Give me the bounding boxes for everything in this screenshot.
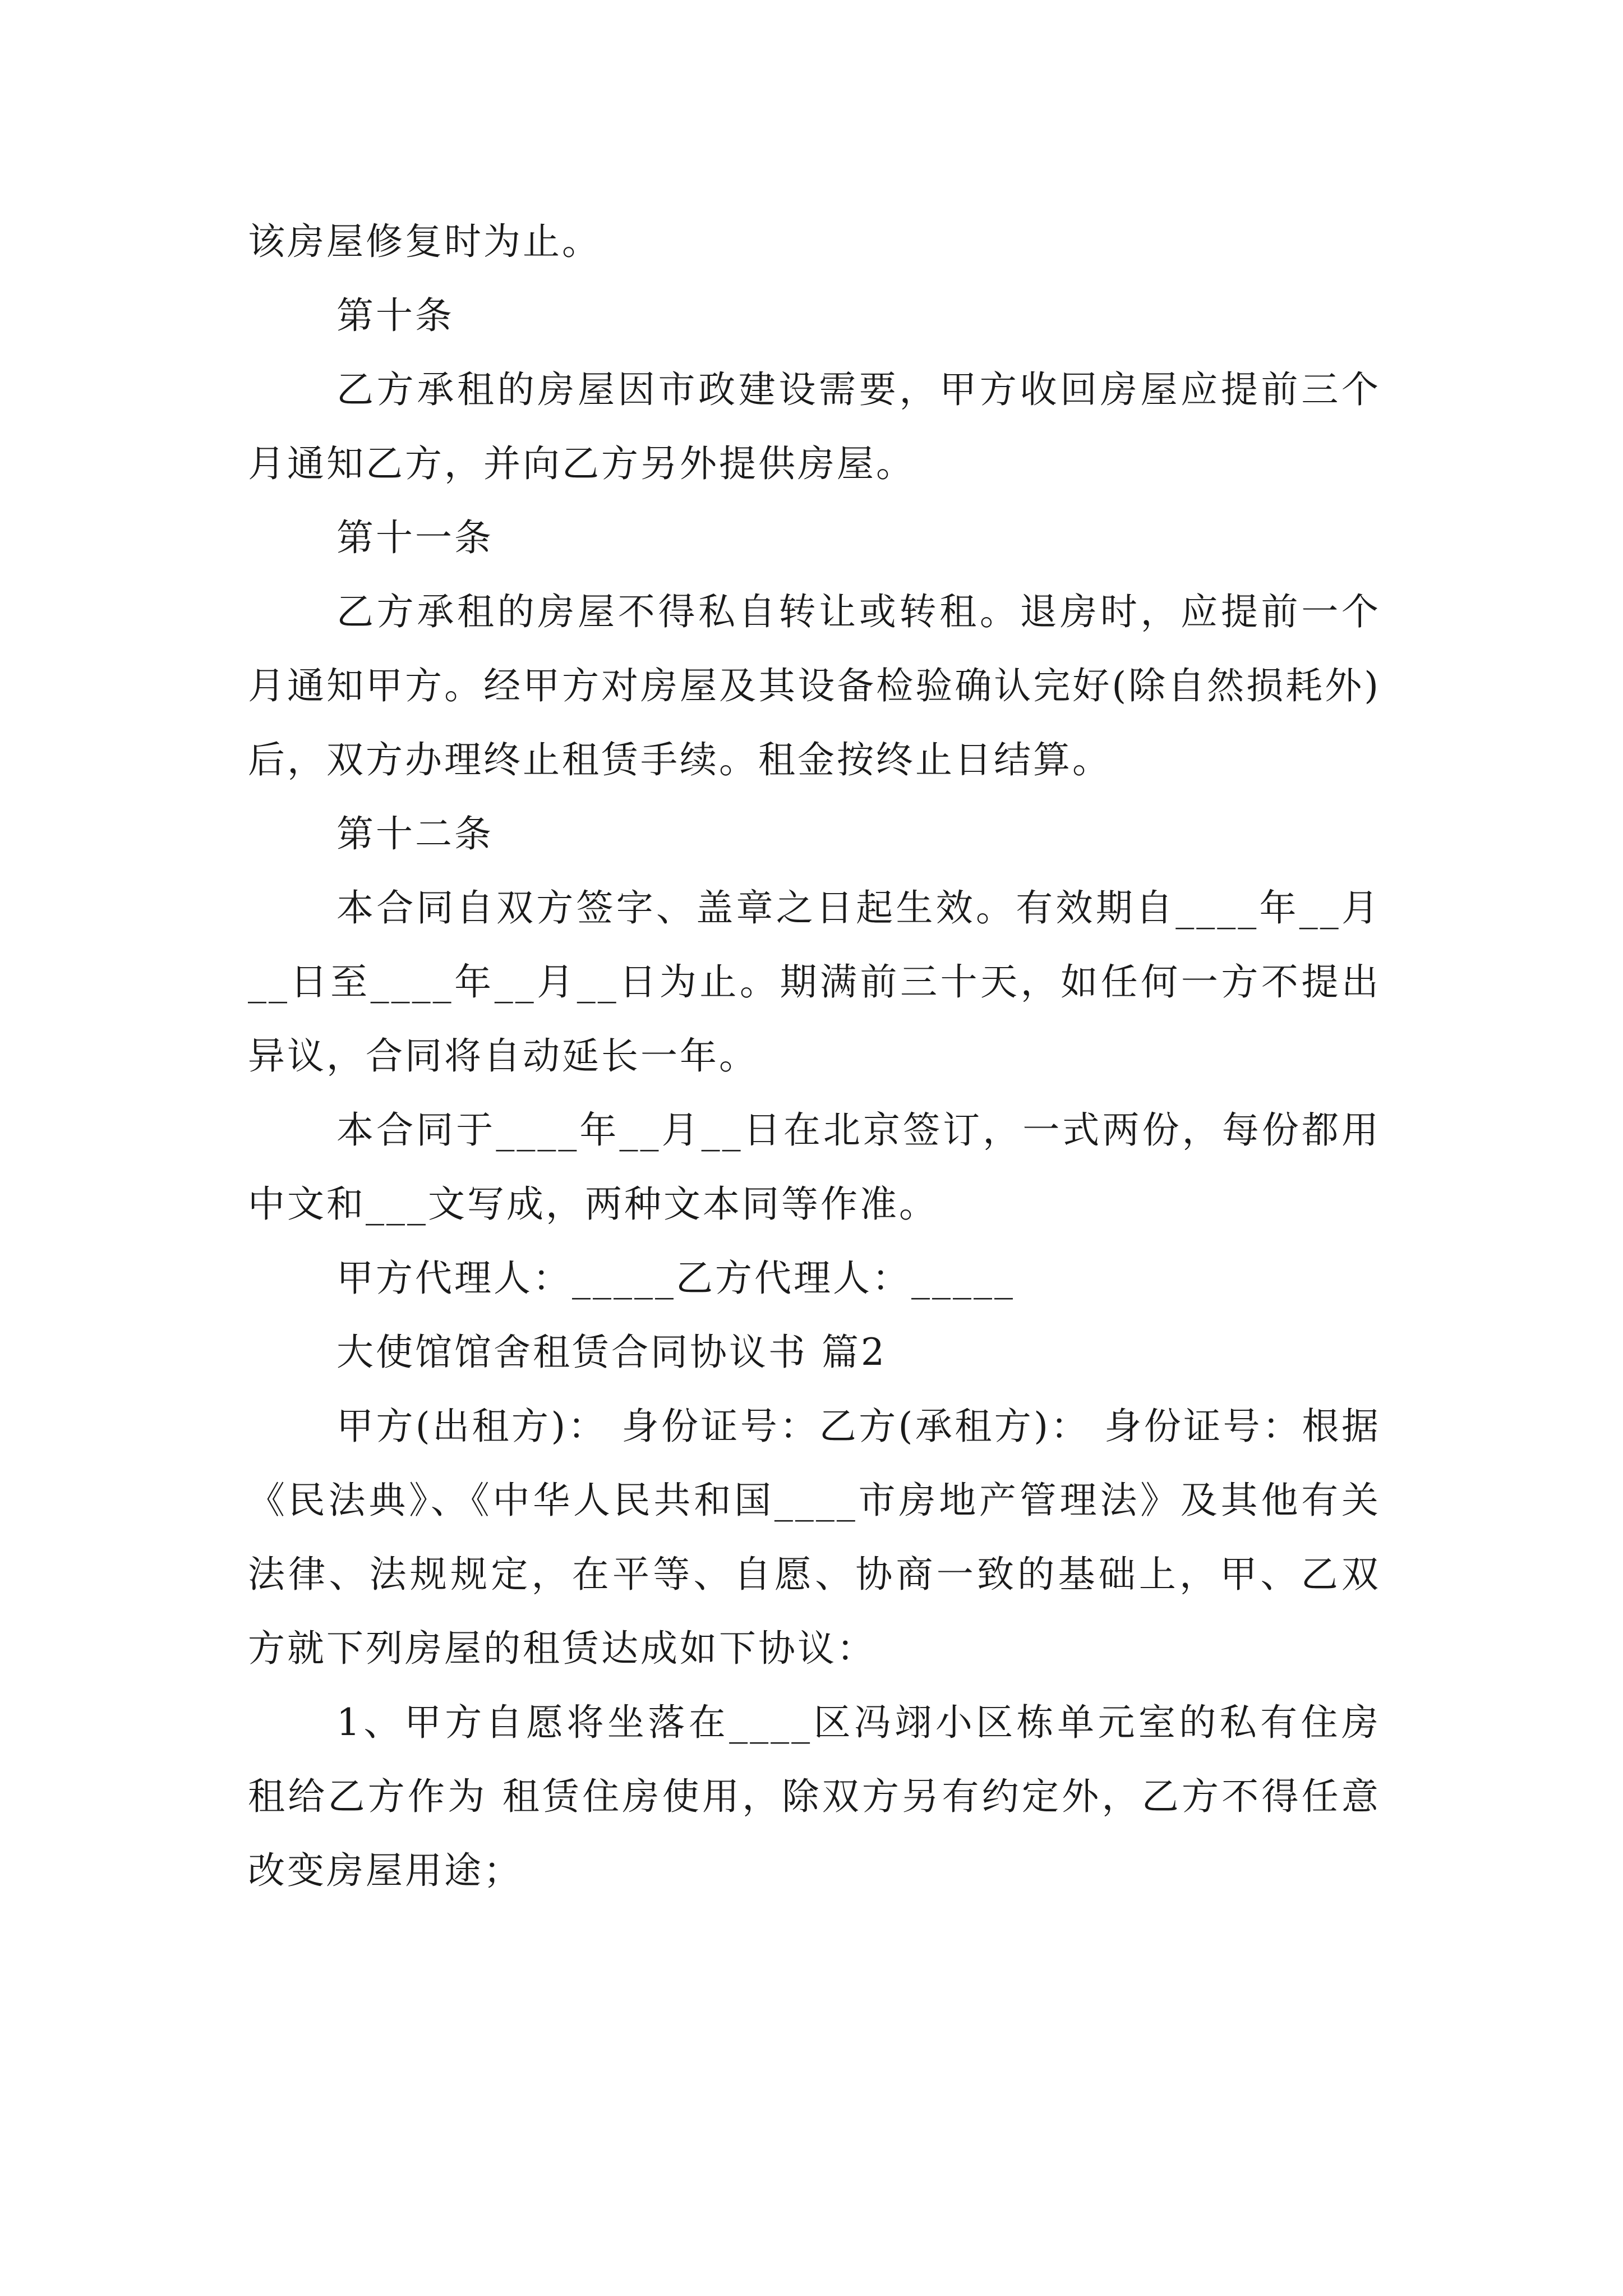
clause-1: 1、甲方自愿将坐落在____区冯翊小区栋单元室的私有住房租给乙方作为 租赁住房使用，除双方另有约定外，乙方不得任意改变房屋用途； [248, 1701, 1381, 1892]
document-body [248, 205, 1381, 1908]
agents-line: 甲方代理人：_____乙方代理人：_____ [336, 1257, 1015, 1300]
article-12-heading: 第十二条 [336, 812, 494, 855]
parties-intro: 甲方(出租方)： 身份证号：乙方(承租方)： 身份证号：根据《民法典》、《中华人民共和国____市房地产管理法》及其他有关法律、法规规定，在平等、自愿、协商一致的基础上，甲、乙双方就下列房屋的租赁达成如下协议： [248, 1405, 1381, 1670]
section-title: 大使馆馆舍租赁合同协议书 篇2 [336, 1331, 887, 1374]
article-11-text: 乙方承租的房屋不得私自转让或转租。退房时，应提前一个月通知甲方。经甲方对房屋及其设备检验确认完好(除自然损耗外)后，双方办理终止租赁手续。租金按终止日结算。 [248, 590, 1381, 781]
article-10-heading: 第十条 [336, 294, 454, 337]
signing-clause: 本合同于____年__月__日在北京签订，一式两份，每份都用中文和___文写成，两种文本同等作准。 [248, 1108, 1381, 1226]
article-10-text: 乙方承租的房屋因市政建设需要，甲方收回房屋应提前三个月通知乙方，并向乙方另外提供房屋。 [248, 368, 1381, 485]
article-12-text: 本合同自双方签字、盖章之日起生效。有效期自____年__月__日至____年__月__日为止。期满前三十天，如任何一方不提出异议，合同将自动延长一年。 [248, 886, 1381, 1078]
article-11-heading: 第十一条 [336, 516, 494, 559]
paragraph-continuation: 该房屋修复时为止。 [248, 220, 601, 263]
